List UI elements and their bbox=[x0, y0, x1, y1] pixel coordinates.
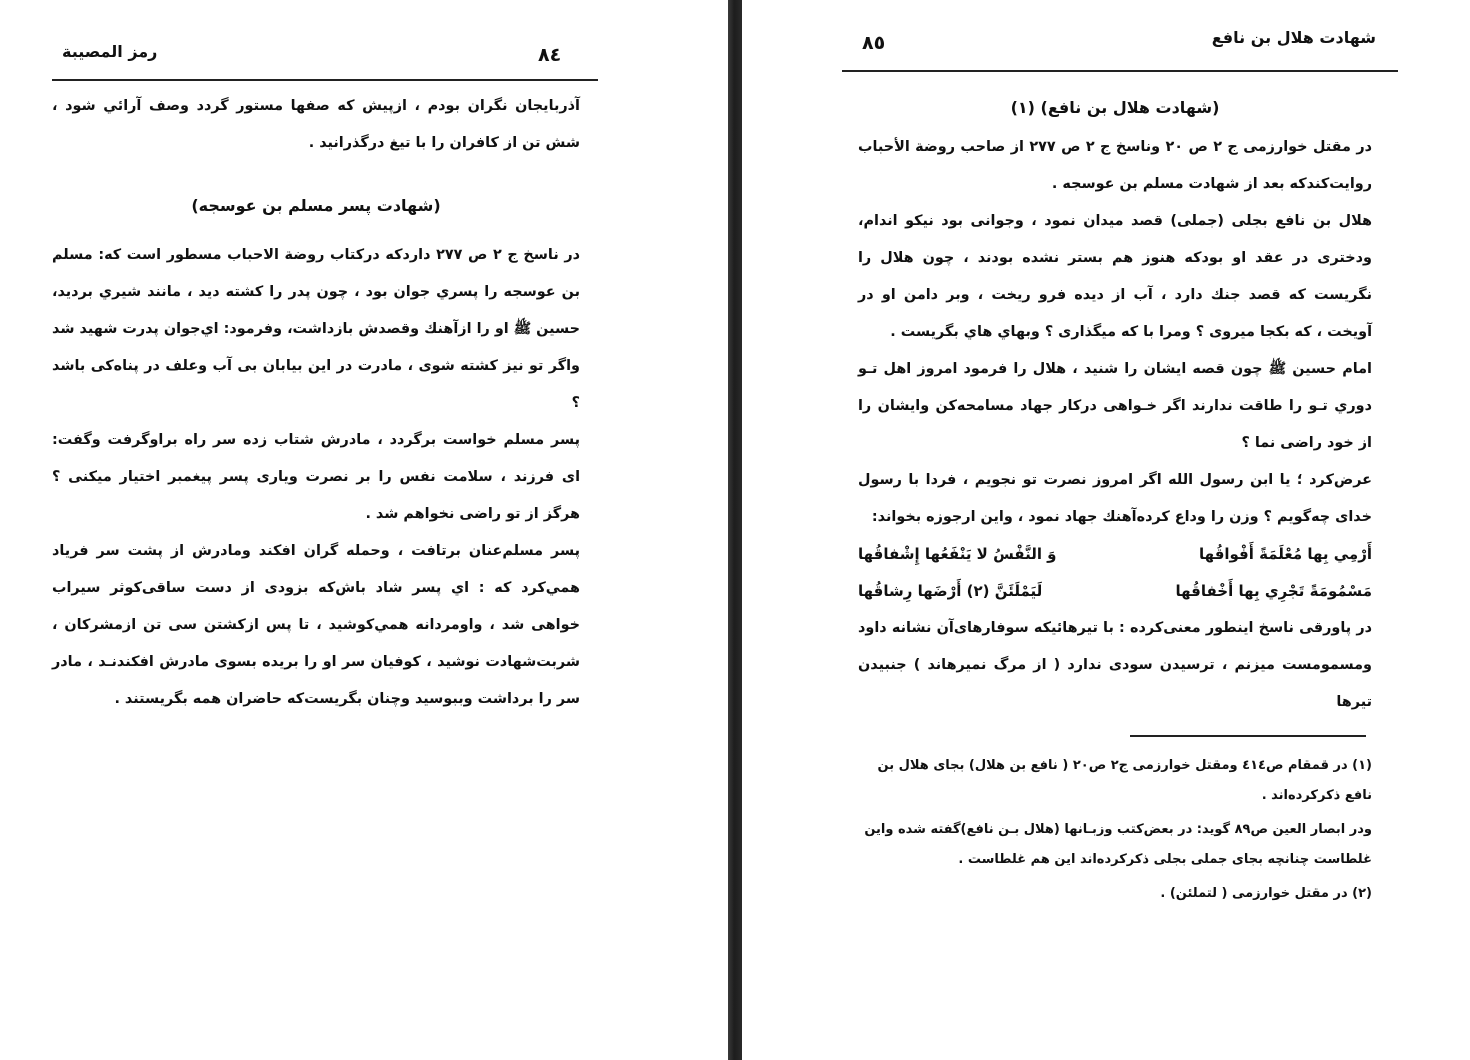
paragraph: امام حسين ﷺ چون قصه ايشان را شنيد ، هلال را فرمود امروز اهل تـو دوري تـو را طاقت ندارند اگر خـواهى دركار جهاد مسامحه‌كن وايشان را از خود راضى نما ؟ bbox=[858, 361, 1372, 451]
after-verse-paragraph: در پاورقى ناسخ اينطور معنى‌كرده : با تيرهائيكه سوفارهاى‌آن نشانه داود ومسمومست ميزنم ، ترسيدن سودى ندارد ( از مرگ نميرهاند ) جنبيدن تيرها bbox=[858, 620, 1372, 710]
right-body bbox=[858, 98, 1372, 909]
header-rule bbox=[52, 79, 598, 81]
book-spine bbox=[728, 0, 742, 1060]
footnote: ودر ابصار العين ص٨٩ گويد: در بعض‌كتب وزبـانها (هلال بـن نافع)گفته شده واين غلطاست چنانچه بجاى جملى بجلى ذكركرده‌اند اين هم غلطاست . bbox=[864, 822, 1372, 867]
verse-line bbox=[858, 536, 1372, 573]
verse-hemistich: وَ النَّفْسُ لا يَنْفَعُها إِشْفاقُها bbox=[858, 545, 1057, 563]
verse-hemistich: لَيَمْلَئَنَّ (٢) أَرْضَها رِشاقُها bbox=[858, 582, 1043, 600]
paragraph: عرض‌كرد ؛ يا ابن رسول الله اگر امروز نصرت تو نجويم ، فردا با رسول خداى چه‌گويم ؟ وزن را وداع كرده‌آهنك جهاد نمود ، واين ارجوزه بخواند: bbox=[858, 472, 1372, 525]
footnote: (٢) در مقتل خوارزمى ( لتملئن) . bbox=[1160, 886, 1372, 901]
footnote-rule bbox=[1130, 735, 1366, 737]
right-page bbox=[742, 0, 1470, 1060]
section-heading: (شهادت هلال بن نافع) (١) bbox=[1010, 98, 1220, 117]
paragraph: پسر مسلم خواست برگردد ، مادرش شتاب زده سر راه براوگرفت وگفت: اى فرزند ، سلامت نفس را بر نصرت وياری پسر پيغمبر اختيار ميكنى ؟ هرگز از تو راضى نخواهم شد . bbox=[52, 432, 580, 522]
verse-line bbox=[858, 573, 1372, 610]
header-rule bbox=[842, 70, 1398, 72]
verse-hemistich: مَسْمُومَةً تَجْرِي بِها أَخْفاقُها bbox=[1175, 582, 1372, 600]
left-body bbox=[52, 88, 580, 718]
paragraph: هلال بن نافع بجلى (جملى) قصد ميدان نمود ، وجوانى بود نيكو اندام، ودخترى در عقد او بودكه هنوز هم بستر نشده بودند ، چون هلال را نگريست كه قصد جنك دارد ، آب از ديده فرو ريخت ، وبر دامن او در آويخت ، كه بكجا ميروى ؟ ومرا با كه ميگذارى ؟ وبهاي هاي بگريست . bbox=[858, 213, 1372, 340]
paragraph: در ناسخ ج ٢ ص ٢٧٧ داردكه دركتاب روضة الاحباب مسطور است كه: مسلم بن عوسجه را پسري جوان بود ، چون پدر را كشته ديد ، مانند شيري برديد، حسين ﷺ او را ازآهنك وقصدش بازداشت، وفرمود: اي‌جوان پدرت شهيد شد واگر تو نيز كشته شوى ، مادرت در اين بيابان بى آب وعلف در پناه‌كى باشد ؟ bbox=[52, 247, 580, 411]
section-heading: (شهادت پسر مسلم بن عوسجه) bbox=[191, 196, 441, 215]
left-page bbox=[0, 0, 728, 1060]
page-number: ٨٤ bbox=[538, 44, 562, 66]
running-title: شهادت هلال بن نافع bbox=[1211, 28, 1376, 47]
verse-hemistich: أَرْمِي بِها مُعْلَمَةً أَفْواقُها bbox=[1199, 545, 1372, 563]
page-number: ٨٥ bbox=[862, 32, 886, 54]
footnote: (١) در قمقام ص٤١٤ ومقتل خوارزمى ج٢ ص٢٠ ( نافع بن هلال) بجاى هلال بن نافع ذكركرده‌اند . bbox=[877, 758, 1372, 803]
running-title: رمز المصيبة bbox=[62, 42, 158, 61]
paragraph: در مقتل خوارزمى ج ٢ ص ٢٠ وناسخ ج ٢ ص ٢٧٧ از صاحب روضة الأحباب روايت‌كندكه بعد از شهادت مسلم بن عوسجه . bbox=[858, 139, 1373, 192]
intro-paragraph: آذربايجان نگران بودم ، ازپيش كه صفها مستور گردد وصف آرائي شود ، شش تن از كافران را با تيغ درگذرانيد . bbox=[52, 98, 580, 151]
paragraph: پسر مسلم‌عنان برتافت ، وحمله گران افكند ومادرش از پشت سر فرياد همي‌كرد كه : اي پسر شاد باش‌كه بزودى از دست ساقى‌كوثر سيراب خواهى شد ، واومردانه همي‌كوشيد ، تا پس ازكشتن سى تن ازمشركان ، شربت‌شهادت نوشيد ، كوفيان سر او را بريده بسوى مادرش افكندنـد ، مادر سر را برداشت وببوسيد وچنان بگريست‌كه حاضران همه بگريستند . bbox=[52, 543, 580, 707]
